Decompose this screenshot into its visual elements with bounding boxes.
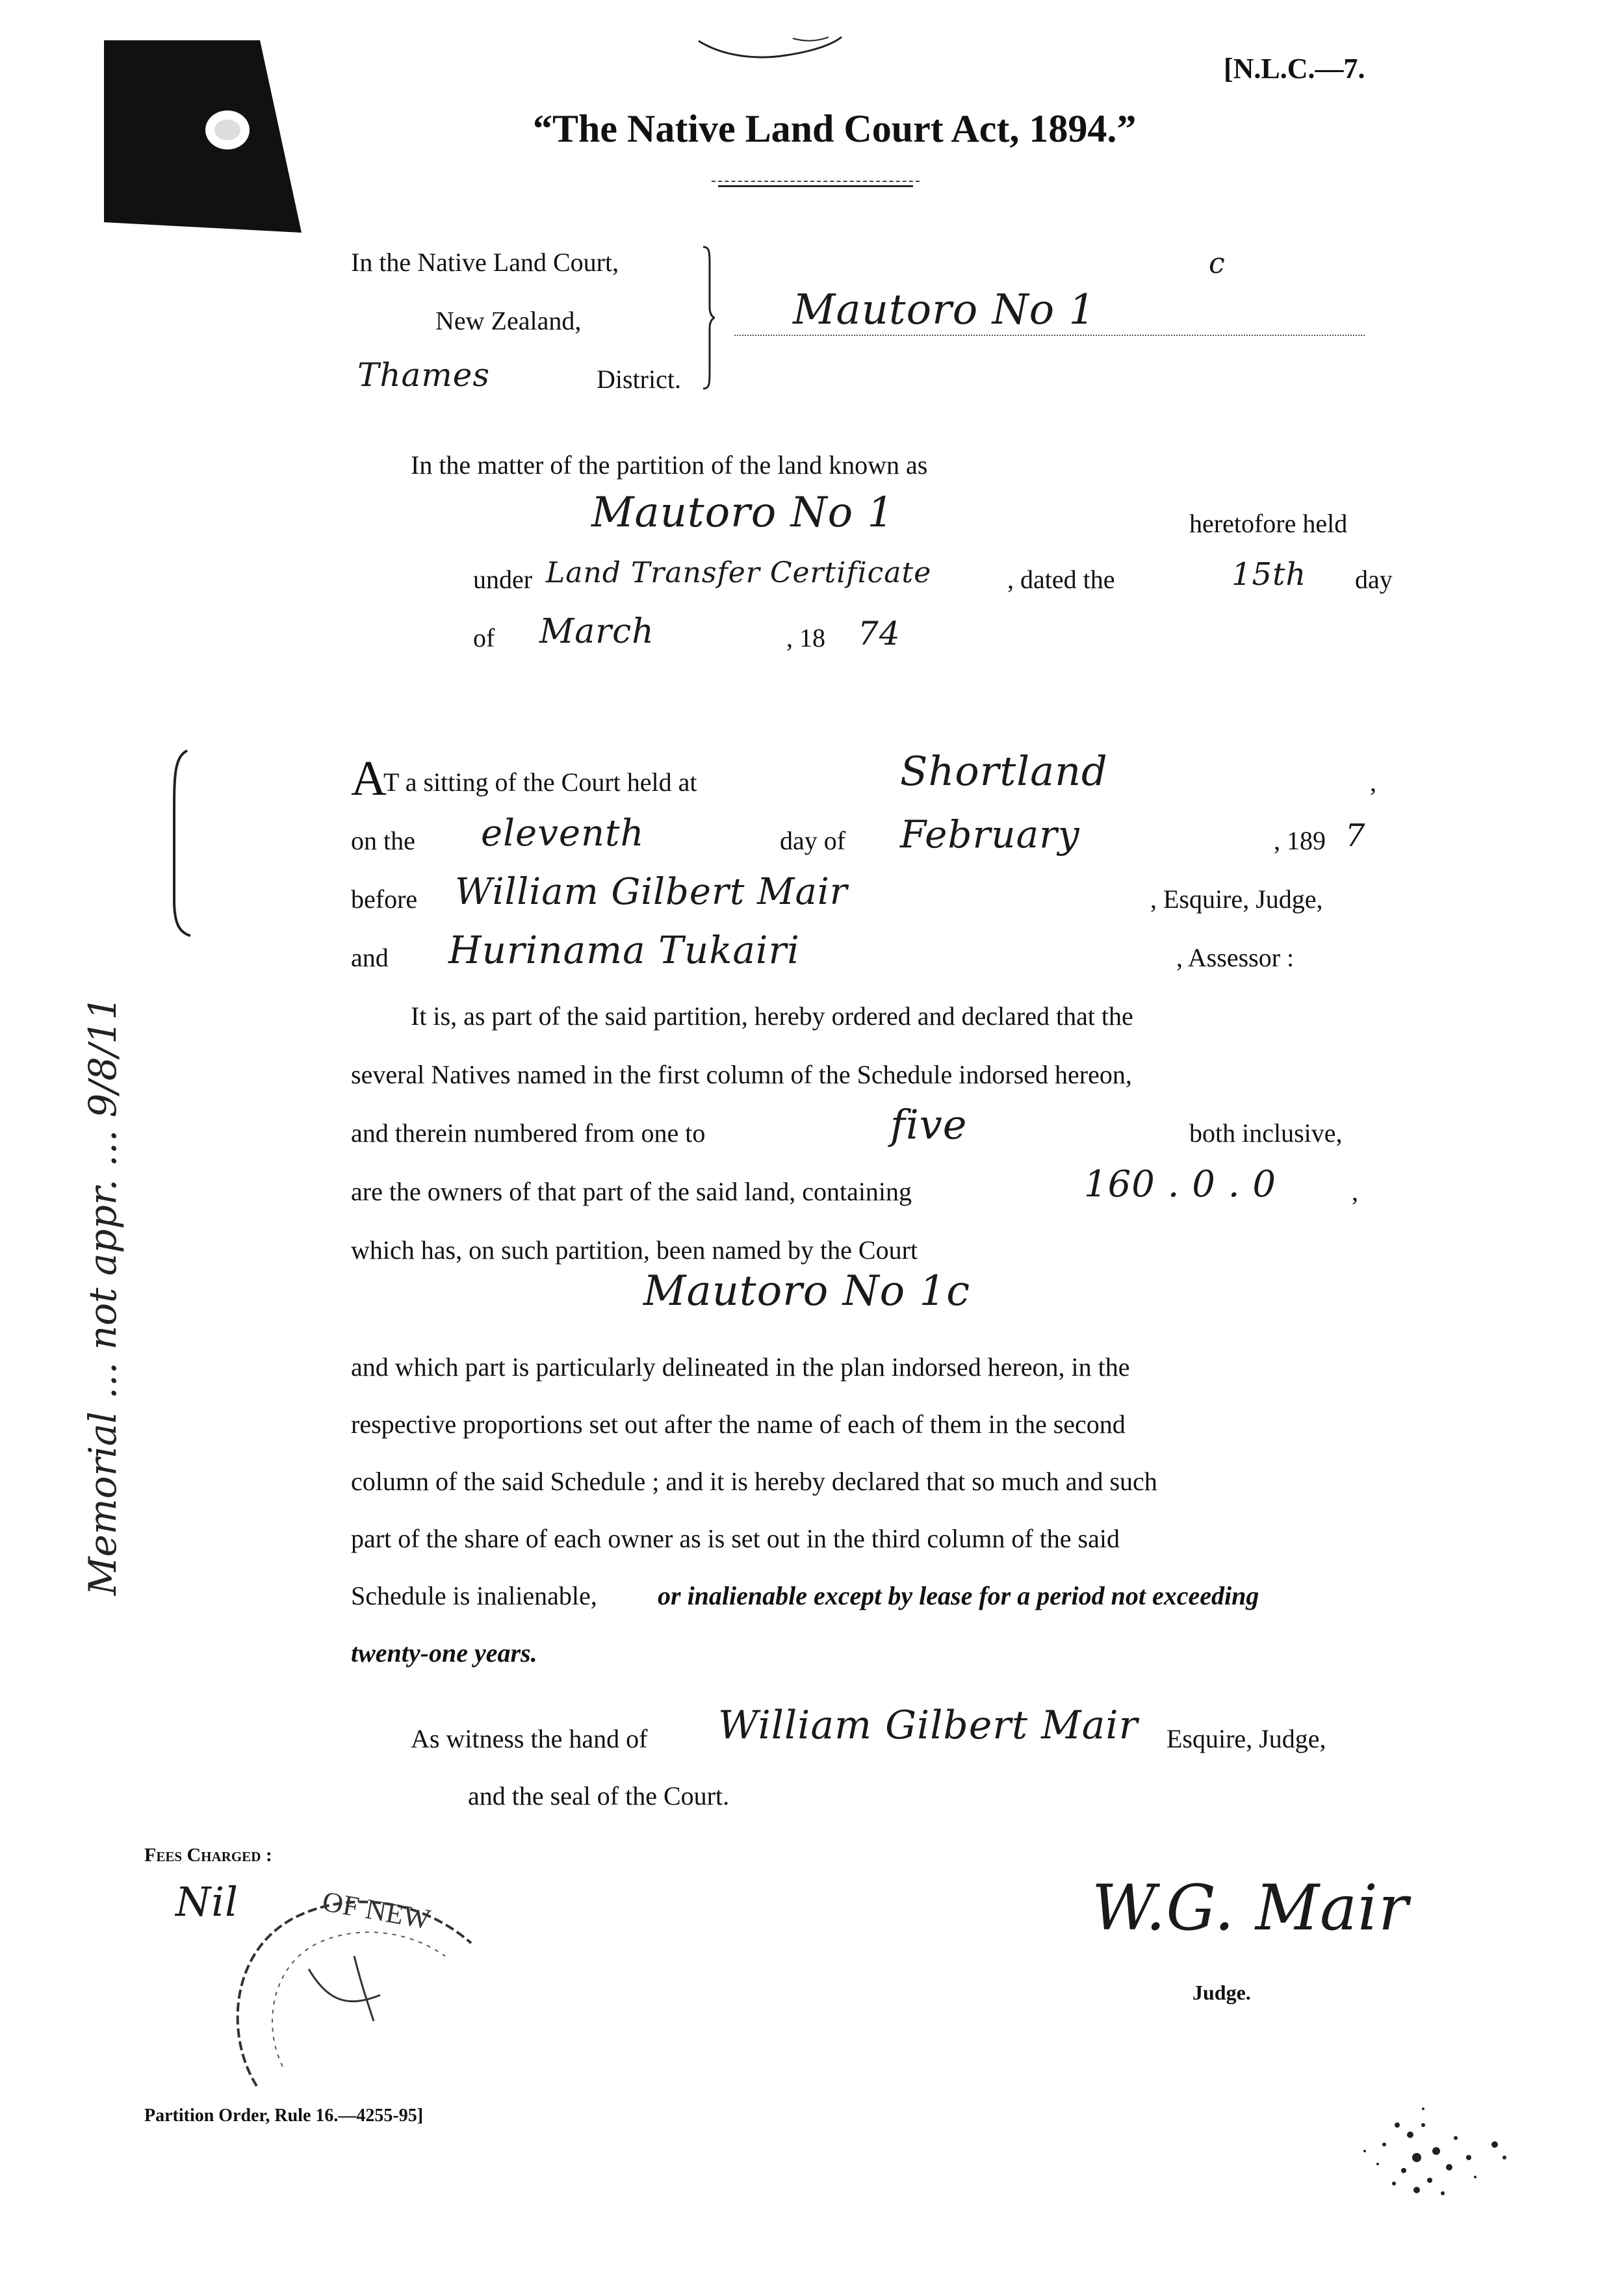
year-handwritten: 74 bbox=[858, 615, 901, 652]
and-label: and bbox=[351, 943, 389, 972]
seal-text: OF NEW bbox=[320, 1885, 433, 1936]
para1-line3a: and therein numbered from one to bbox=[351, 1118, 706, 1148]
matter-intro: In the matter of the partition of the land known as bbox=[411, 450, 928, 480]
sitting-year-handwritten: 7 bbox=[1345, 818, 1366, 854]
new-block-name-handwritten: Mautoro No 1c bbox=[643, 1267, 971, 1315]
sitting-month-handwritten: February bbox=[900, 812, 1080, 857]
fees-label: Fees Charged : bbox=[144, 1844, 272, 1866]
sitting-text: T a sitting of the Court held at bbox=[383, 767, 697, 797]
assessor-label: , Assessor : bbox=[1176, 943, 1295, 972]
para1-line4a: are the owners of that part of the said land, containing bbox=[351, 1177, 912, 1206]
para2-line4: part of the share of each owner as is set out in the third column of the said bbox=[351, 1524, 1120, 1553]
assessor-name-handwritten: Hurinama Tukairi bbox=[448, 928, 800, 972]
sitting-day-handwritten: eleventh bbox=[481, 812, 645, 855]
para2-line5b: or inalienable except by lease for a period not exceeding bbox=[658, 1581, 1259, 1610]
seal-line: and the seal of the Court. bbox=[468, 1781, 730, 1811]
judge-name-handwritten: William Gilbert Mair bbox=[455, 871, 848, 913]
fees-handwritten: Nil bbox=[175, 1878, 238, 1926]
block-name-handwritten: Mautoro No 1 bbox=[793, 286, 1096, 334]
margin-annotation bbox=[77, 738, 226, 1634]
corner-ink-blot bbox=[104, 40, 302, 233]
day-handwritten: 15th bbox=[1231, 556, 1307, 593]
witness-text: As witness the hand of bbox=[411, 1724, 648, 1753]
para1-line5: which has, on such partition, been named by the Court bbox=[351, 1235, 918, 1265]
drop-cap: A bbox=[351, 751, 387, 806]
ink-smudge bbox=[1319, 2047, 1514, 2216]
para2-line3: column of the said Schedule ; and it is hereby declared that so much and such bbox=[351, 1467, 1157, 1496]
para1-line1: It is, as part of the said partition, hereby ordered and declared that the bbox=[411, 1001, 1133, 1031]
court-line-2: New Zealand, bbox=[435, 306, 582, 335]
day-of-label: day of bbox=[780, 826, 846, 855]
act-title: “The Native Land Court Act, 1894.” bbox=[533, 107, 1137, 150]
para2-line5a: Schedule is inalienable, bbox=[351, 1581, 597, 1610]
para1-comma: , bbox=[1352, 1177, 1358, 1206]
court-seal bbox=[211, 1872, 484, 2106]
area-handwritten: 160 . 0 . 0 bbox=[1084, 1163, 1276, 1205]
block-name-rule bbox=[734, 335, 1365, 336]
footer-form-note: Partition Order, Rule 16.—4255-95] bbox=[144, 2106, 424, 2126]
on-the-label: on the bbox=[351, 826, 415, 855]
judge-signature: W.G. Mair bbox=[1092, 1872, 1409, 1944]
block-name-suffix: c bbox=[1209, 247, 1226, 280]
day-label: day bbox=[1355, 565, 1393, 594]
judge-label: Judge. bbox=[1192, 1981, 1251, 2004]
owners-count-handwritten: five bbox=[890, 1101, 968, 1148]
year-prefix: , 18 bbox=[786, 623, 825, 652]
para2-line2: respective proportions set out after the name of each of them in the second bbox=[351, 1410, 1126, 1439]
of-label: of bbox=[473, 623, 495, 652]
title-dashed-rule bbox=[712, 181, 920, 182]
land-name-handwritten: Mautoro No 1 bbox=[591, 489, 895, 537]
esquire-judge-label: , Esquire, Judge, bbox=[1150, 884, 1323, 914]
title-rule bbox=[718, 185, 913, 187]
dated-label: , dated the bbox=[1007, 565, 1115, 594]
court-line-1: In the Native Land Court, bbox=[351, 248, 619, 277]
para2-line1: and which part is particularly delineated in the plan indorsed hereon, in the bbox=[351, 1352, 1130, 1382]
header-brace bbox=[702, 246, 715, 390]
para2-line6: twenty-one years. bbox=[351, 1638, 537, 1668]
sitting-year-prefix: , 189 bbox=[1274, 826, 1326, 855]
heretofore-label: heretofore held bbox=[1189, 509, 1348, 538]
witness-esquire-judge: Esquire, Judge, bbox=[1166, 1724, 1326, 1753]
witness-name-handwritten: William Gilbert Mair bbox=[718, 1703, 1139, 1748]
month-handwritten: March bbox=[539, 612, 654, 651]
title-instrument-handwritten: Land Transfer Certificate bbox=[546, 556, 932, 589]
before-label: before bbox=[351, 884, 418, 914]
header-scribble bbox=[695, 36, 845, 68]
place-handwritten: Shortland bbox=[900, 747, 1108, 795]
district-label: District. bbox=[597, 365, 681, 394]
margin-vertical-text: Memorial … not appr. … 9/8/11 bbox=[81, 996, 125, 1595]
district-handwritten: Thames bbox=[357, 356, 491, 394]
sitting-comma: , bbox=[1370, 767, 1376, 797]
under-label: under bbox=[473, 565, 533, 594]
para1-line3b: both inclusive, bbox=[1189, 1118, 1343, 1148]
form-reference: [N.L.C.—7. bbox=[1224, 53, 1365, 84]
para1-line2: several Natives named in the first column of the Schedule indorsed hereon, bbox=[351, 1060, 1132, 1089]
